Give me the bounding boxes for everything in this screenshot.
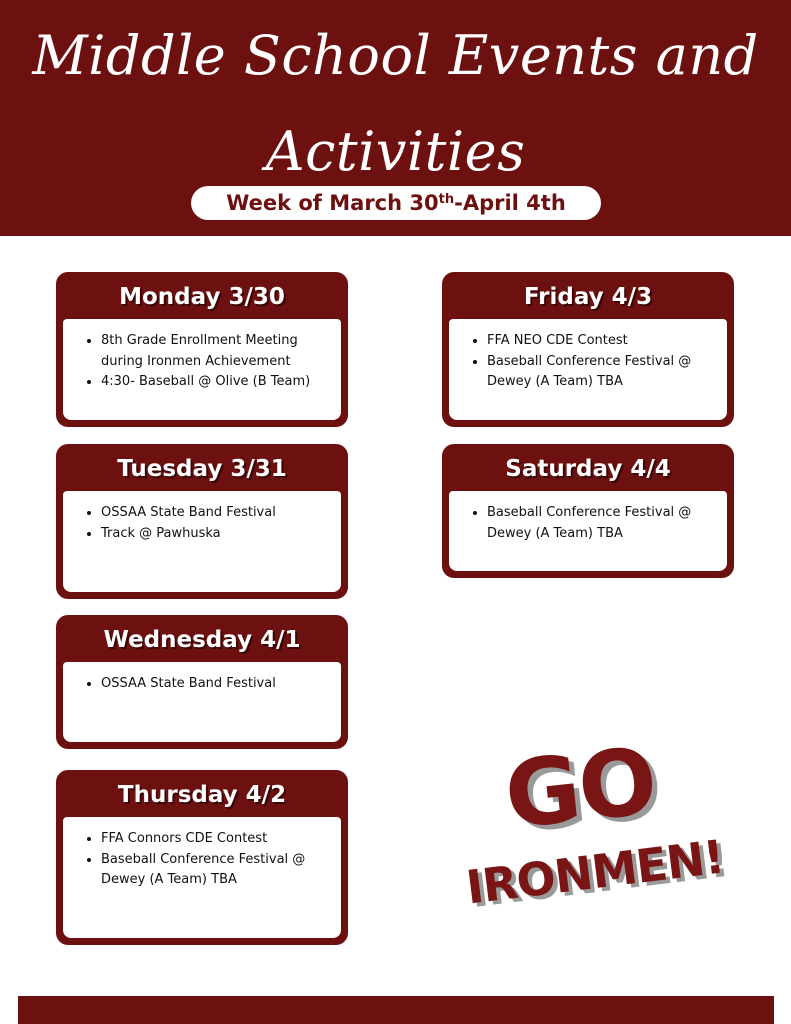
day-body-saturday: [449, 491, 727, 571]
week-prefix: Week of March 30: [226, 191, 439, 215]
slogan-ironmen: IRONMEN!: [463, 829, 727, 915]
list-item: • 4:30- Baseball @ Olive (B Team): [101, 372, 331, 393]
day-title-saturday: Saturday 4/4: [505, 456, 671, 482]
day-title-friday: Friday 4/3: [523, 284, 653, 310]
day-card-friday: [442, 272, 734, 427]
event-list-monday: [63, 319, 341, 393]
day-body-tuesday: [63, 491, 341, 592]
list-item: • OSSAA State Band Festival: [101, 674, 331, 695]
footer-bar: [18, 996, 774, 1024]
list-item: • OSSAA State Band Festival: [101, 503, 331, 524]
day-card-tuesday: [56, 444, 348, 599]
day-body-wednesday: [63, 662, 341, 742]
event-list-saturday: [449, 491, 727, 544]
day-body-thursday: [63, 817, 341, 938]
list-item: • Track @ Pawhuska: [101, 524, 331, 545]
title-line-2: Activities: [265, 120, 526, 183]
day-card-wednesday: [56, 615, 348, 749]
list-item: • FFA Connors CDE Contest: [101, 829, 331, 850]
list-item: • Baseball Conference Festival @ Dewey (A Team) TBA: [101, 850, 331, 891]
week-suffix: -April 4th: [454, 191, 566, 215]
go-ironmen-slogan: [420, 727, 770, 935]
page-title: [0, 8, 791, 200]
event-list-friday: [449, 319, 727, 393]
day-card-monday: [56, 272, 348, 427]
day-body-monday: [63, 319, 341, 420]
list-item: • Baseball Conference Festival @ Dewey (A Team) TBA: [487, 503, 717, 544]
day-card-saturday: [442, 444, 734, 578]
list-item: • 8th Grade Enrollment Meeting during Ironmen Achievement: [101, 331, 331, 372]
week-superscript: th: [438, 192, 455, 207]
day-body-friday: [449, 319, 727, 420]
week-range-badge: [191, 186, 601, 220]
event-list-thursday: [63, 817, 341, 891]
day-card-thursday: [56, 770, 348, 945]
slogan-go: GO: [499, 727, 661, 850]
event-list-wednesday: [63, 662, 341, 695]
event-list-tuesday: [63, 491, 341, 544]
day-title-thursday: Thursday 4/2: [117, 782, 287, 808]
day-title-monday: Monday 3/30: [119, 284, 285, 310]
list-item: • Baseball Conference Festival @ Dewey (A Team) TBA: [487, 352, 717, 393]
header-banner: [0, 0, 791, 236]
title-line-1: Middle School Events and: [32, 24, 759, 87]
day-title-tuesday: Tuesday 3/31: [117, 456, 287, 482]
day-title-wednesday: Wednesday 4/1: [103, 627, 301, 653]
list-item: • FFA NEO CDE Contest: [487, 331, 717, 352]
